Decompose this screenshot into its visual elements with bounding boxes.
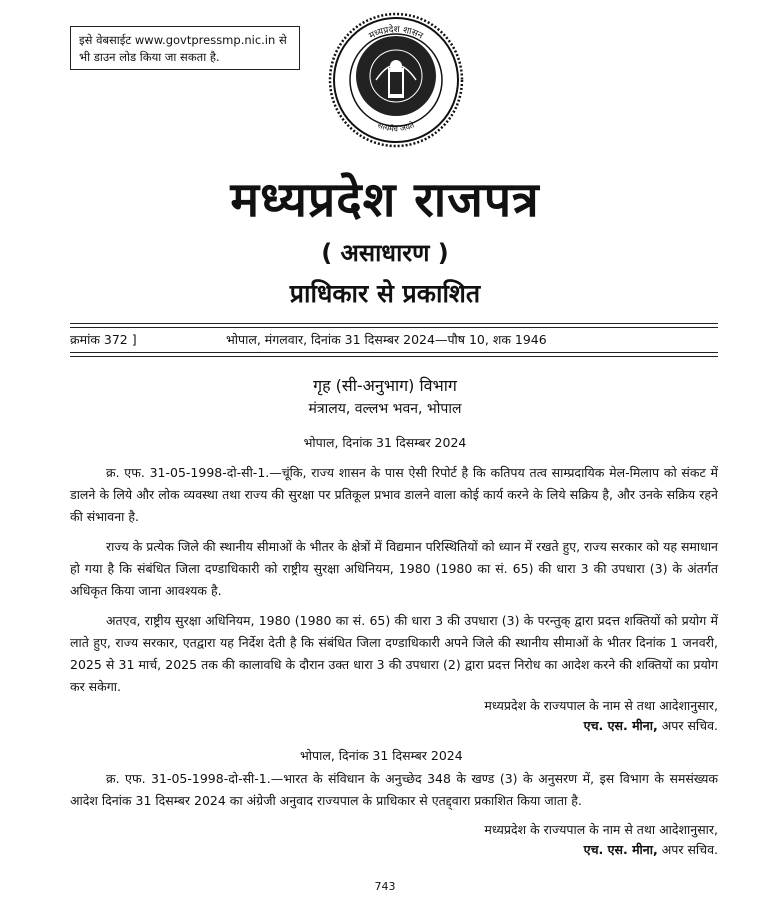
order1-paragraph-1: क्र. एफ. 31-05-1998-दो-सी-1.—चूंकि, राज्य शासन के पास ऐसी रिपोर्ट है कि कतिपय तत्व साम्प्रदायिक मेल-मिलाप को संकट में डालने के लिये और लोक व्यवस्था तथा राज्य की सुरक्षा पर प्रतिकूल प्रभाव डालने वाला कोई कार्य करने के लिये सक्रिय है, और उनके सक्रिय रहने की संभावना है.: [70, 465, 718, 524]
order1-signatory-title: अपर सचिव.: [657, 718, 718, 733]
website-notice-box: [70, 26, 300, 70]
issue-date-line: भोपाल, मंगलवार, दिनांक 31 दिसम्बर 2024—पौष 10, शक 1946: [226, 332, 547, 347]
order1-signatory-name: एच. एस. मीना,: [583, 718, 658, 733]
order1-paragraph-3: अतएव, राष्ट्रीय सुरक्षा अधिनियम, 1980 (1980 का सं. 65) की धारा 3 की उपधारा (3) के परन्तुक् द्वारा प्रदत्त शक्तियों को प्रयोग में लाते हुए, राज्य सरकार, एतद्वारा यह निर्देश देती है कि संबंधित जिला दण्डाधिकारी अपने जिले की स्थानीय सीमाओं के भीतर दिनांक 1 जनवरी, 2025 से 31 मार्च, 2025 तक की कालावधि के दौरान उक्त धारा 3 की उपधारा (2) द्वारा प्रदत्त निरोध का आदेश करने की शक्तियों का प्रयोग कर सकेगा.: [70, 613, 718, 694]
header-rule-bottom: [70, 352, 718, 353]
order2-signature: [484, 820, 718, 860]
order1-signature: [484, 696, 718, 736]
order1-signature-line: मध्यप्रदेश के राज्यपाल के नाम से तथा आदेशानुसार,: [484, 698, 718, 713]
svg-text:सत्यमेव जयते: [376, 119, 416, 133]
order2-signature-line: मध्यप्रदेश के राज्यपाल के नाम से तथा आदेशानुसार,: [484, 822, 718, 837]
order1-date: भोपाल, दिनांक 31 दिसम्बर 2024: [303, 435, 467, 450]
gazette-authority: प्राधिकार से प्रकाशित: [289, 279, 481, 308]
header-rule-top-2: [70, 327, 718, 328]
department-name: गृह (सी-अनुभाग) विभाग: [313, 376, 457, 395]
department-address: मंत्रालय, वल्लभ भवन, भोपाल: [308, 401, 462, 417]
order1-paragraph-2: राज्य के प्रत्येक जिले की स्थानीय सीमाओं के भीतर के क्षेत्रों में विद्यमान परिस्थितियों को ध्यान में रखते हुए, राज्य सरकार को यह समाधान हो गया है कि संबंधित जिला दण्डाधिकारी को राष्ट्रीय सुरक्षा अधिनियम, 1980 (1980 का सं. 65) की धारा 3 की उपधारा (3) के अंतर्गत अधिकृत किया जाना आवश्यक है.: [70, 539, 718, 598]
emblem-top-text: मध्यप्रदेश शासन: [367, 24, 425, 42]
emblem-motto: सत्यमेव जयते: [376, 120, 416, 134]
order2-paragraph-1: क्र. एफ. 31-05-1998-दो-सी-1.—भारत के संविधान के अनुच्छेद 348 के खण्ड (3) के अनुसरण में, इस विभाग के समसंख्यक आदेश दिनांक 31 दिसम्बर 2024 का अंग्रेजी अनुवाद राज्यपाल के प्राधिकार से एतद्द्वारा प्रकाशित किया जाता है.: [70, 771, 718, 808]
page-number: 743: [374, 880, 396, 893]
order2-signatory-name: एच. एस. मीना,: [583, 842, 658, 857]
header-rule-bottom-2: [70, 356, 718, 357]
gazette-subtitle: ( असाधारण ): [321, 239, 449, 267]
header-rule-top: [70, 323, 718, 324]
order2-date: भोपाल, दिनांक 31 दिसम्बर 2024: [300, 748, 463, 763]
madhya-pradesh-emblem-icon: [326, 10, 466, 150]
gazette-title: मध्यप्रदेश राजपत्र: [230, 172, 540, 228]
website-notice-text: इसे वेबसाईट www.govtpressmp.nic.in से भी डाउन लोड किया जा सकता है.: [79, 33, 287, 64]
order2-signatory-title: अपर सचिव.: [657, 842, 718, 857]
issue-number: क्रमांक 372 ]: [70, 332, 137, 347]
